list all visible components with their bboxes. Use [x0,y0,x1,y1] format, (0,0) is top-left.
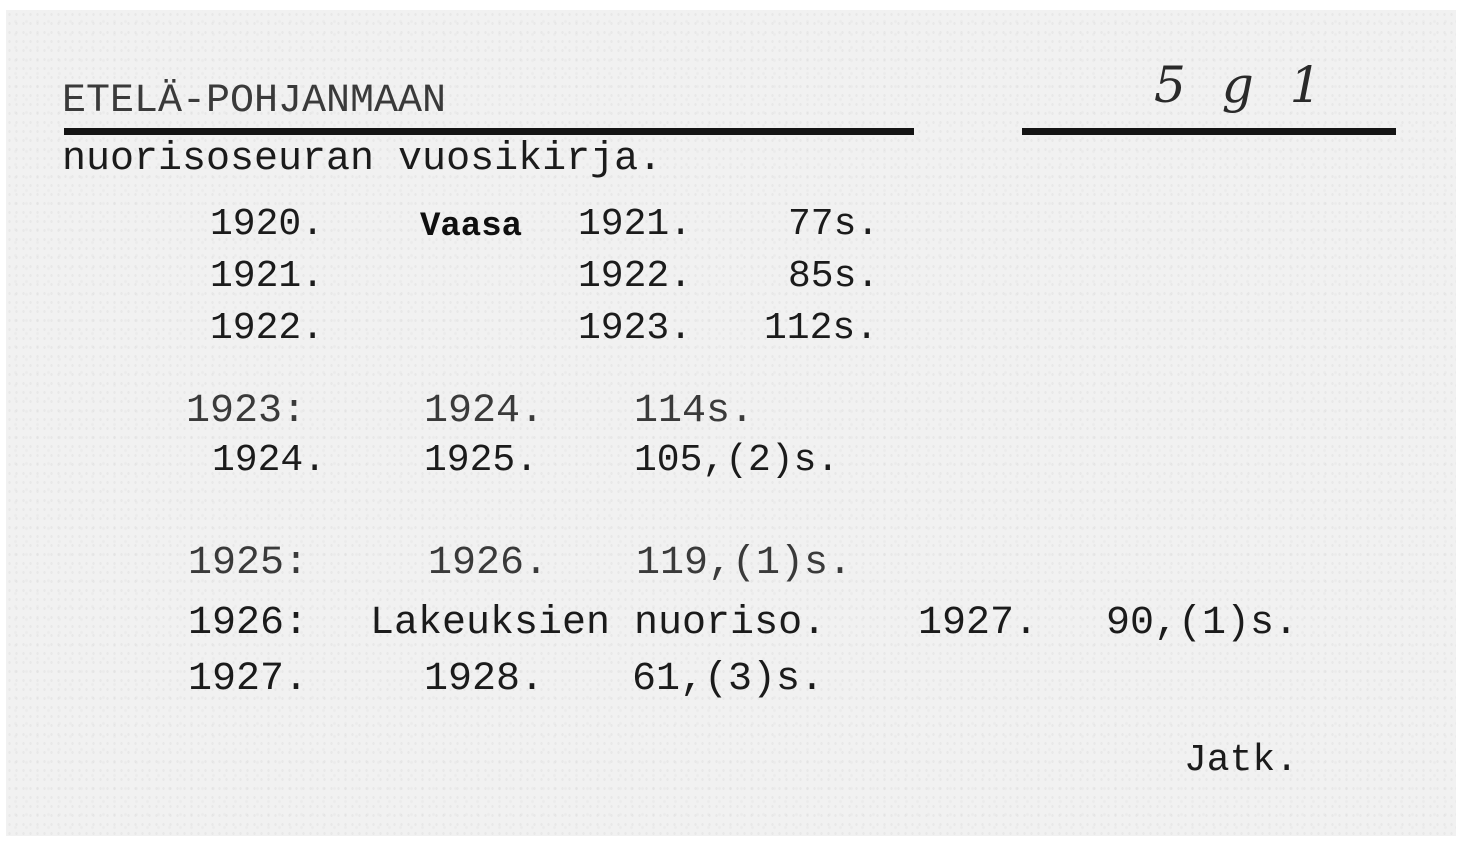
entry-printed-year: 1924. [424,389,545,434]
entry-year: 1920. [210,203,325,246]
entry-pages: 77s. [788,203,880,246]
continued-note: Jatk. [1184,739,1299,782]
entry-pages: 119,(1)s. [636,541,853,586]
entry-printed-year: 1922. [578,255,693,298]
catalog-card [6,10,1456,836]
entry-printed-year: 1921. [578,203,693,246]
entry-printed-year: 1923. [578,307,693,350]
entry-year: 1921. [210,255,325,298]
entry-title: Lakeuksien nuoriso. [370,601,827,646]
entry-printed-year: 1928. [424,657,545,702]
card-heading: ETELÄ-POHJANMAAN [62,79,447,124]
entry-pages: 114s. [634,389,755,434]
entry-pages: 90,(1)s. [1106,601,1299,646]
entry-printed-year: 1927. [918,601,1039,646]
entry-year: 1923: [186,389,307,434]
entry-pages: 61,(3)s. [632,657,825,702]
entry-place: Vaasa [420,208,523,246]
entry-year: 1927. [188,657,309,702]
entry-year: 1926: [188,601,309,646]
shelf-mark: 5 g 1 [1154,56,1332,114]
entry-printed-year: 1925. [424,439,539,482]
card-subheading: nuorisoseuran vuosikirja. [62,137,663,182]
entry-pages: 112s. [764,307,879,350]
entry-year: 1922. [210,307,325,350]
entry-printed-year: 1926. [428,541,549,586]
entry-year: 1924. [212,439,327,482]
heading-rule [64,128,914,135]
shelf-mark-rule [1022,128,1396,135]
entry-pages: 105,(2)s. [634,439,840,482]
entry-pages: 85s. [788,255,880,298]
entry-year: 1925: [188,541,309,586]
